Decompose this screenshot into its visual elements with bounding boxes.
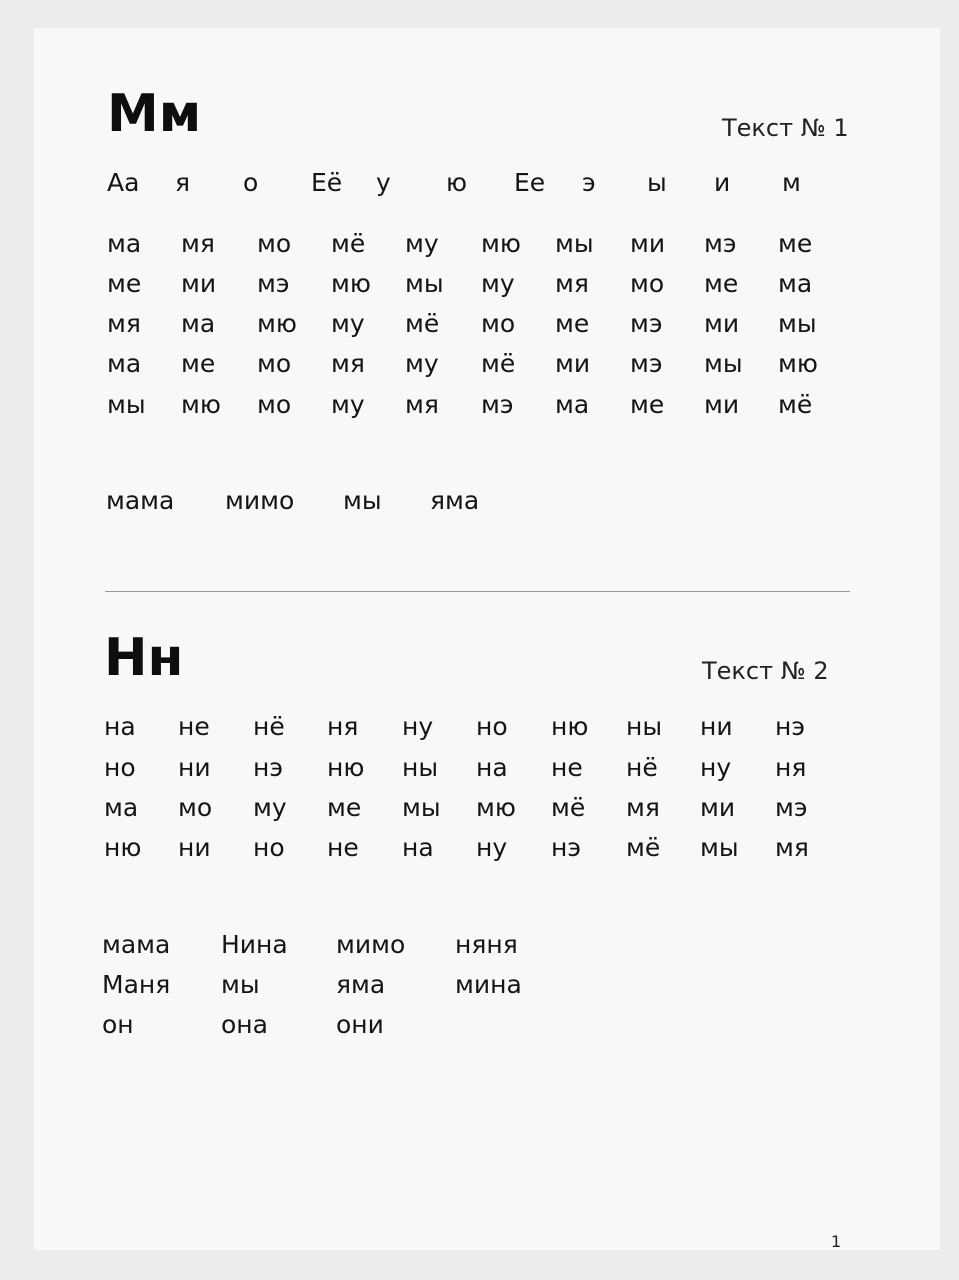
syllable-cell: мы — [555, 229, 594, 258]
syllable-cell: ны — [402, 753, 439, 782]
syllable-cell: не — [327, 833, 359, 862]
syllable-cell: мы — [405, 269, 444, 298]
syllable-cell: мё — [405, 309, 440, 338]
syllable-cell: ми — [630, 229, 666, 258]
word-cell: Нина — [221, 930, 288, 959]
syllable-cell: нэ — [775, 712, 806, 741]
syllable-cell: мя — [405, 390, 439, 419]
section1-letter-heading: Мм — [107, 84, 202, 144]
section-divider — [105, 591, 850, 592]
syllable-cell: мя — [555, 269, 589, 298]
word-cell: мимо — [336, 930, 406, 959]
syllable-cell: ню — [104, 833, 142, 862]
vowel-cell: ы — [647, 168, 667, 197]
syllable-cell: му — [331, 390, 365, 419]
syllable-cell: му — [481, 269, 515, 298]
syllable-cell: мё — [551, 793, 586, 822]
syllable-cell: мэ — [257, 269, 290, 298]
syllable-cell: мы — [107, 390, 146, 419]
word-cell: мимо — [225, 486, 295, 515]
page-number: 1 — [831, 1232, 842, 1251]
syllable-cell: ну — [476, 833, 508, 862]
syllable-cell: ма — [555, 390, 590, 419]
word-cell: он — [102, 1010, 134, 1039]
syllable-cell: на — [104, 712, 136, 741]
word-cell: яма — [430, 486, 480, 515]
syllable-cell: мя — [107, 309, 141, 338]
word-cell: мама — [102, 930, 171, 959]
syllable-cell: нэ — [551, 833, 582, 862]
syllable-cell: ме — [630, 390, 665, 419]
vowel-cell: у — [376, 168, 391, 197]
word-cell: мина — [455, 970, 522, 999]
section2-text-label: Текст № 2 — [702, 657, 829, 685]
syllable-cell: ны — [626, 712, 663, 741]
syllable-cell: мэ — [704, 229, 737, 258]
syllable-cell: мю — [181, 390, 221, 419]
vowel-cell: э — [582, 168, 596, 197]
syllable-cell: ме — [181, 349, 216, 378]
syllable-cell: мы — [700, 833, 739, 862]
word-cell: мама — [106, 486, 175, 515]
syllable-cell: мы — [778, 309, 817, 338]
syllable-cell: ну — [700, 753, 732, 782]
syllable-cell: ни — [178, 753, 211, 782]
vowel-cell: о — [243, 168, 259, 197]
syllable-cell: мя — [331, 349, 365, 378]
syllable-cell: му — [253, 793, 287, 822]
vowel-cell: ю — [446, 168, 468, 197]
syllable-cell: ми — [704, 390, 740, 419]
syllable-cell: ма — [104, 793, 139, 822]
word-cell: Маня — [102, 970, 171, 999]
syllable-cell: на — [402, 833, 434, 862]
word-cell: мы — [343, 486, 382, 515]
syllable-cell: мю — [257, 309, 297, 338]
syllable-cell: ня — [327, 712, 359, 741]
syllable-cell: ме — [107, 269, 142, 298]
syllable-cell: ня — [775, 753, 807, 782]
syllable-cell: мо — [257, 390, 292, 419]
syllable-cell: мы — [704, 349, 743, 378]
syllable-cell: но — [253, 833, 285, 862]
vowel-cell: Ее — [514, 168, 546, 197]
syllable-cell: мё — [626, 833, 661, 862]
syllable-cell: мё — [778, 390, 813, 419]
vowel-cell: Аа — [107, 168, 140, 197]
syllable-cell: мё — [331, 229, 366, 258]
syllable-cell: ми — [181, 269, 217, 298]
syllable-cell: ни — [178, 833, 211, 862]
syllable-cell: ма — [107, 349, 142, 378]
syllable-cell: му — [331, 309, 365, 338]
syllable-cell: не — [551, 753, 583, 782]
word-cell: мы — [221, 970, 260, 999]
syllable-cell: мю — [476, 793, 516, 822]
syllable-cell: мо — [257, 229, 292, 258]
syllable-cell: мё — [481, 349, 516, 378]
vowel-cell: м — [782, 168, 801, 197]
syllable-cell: ни — [700, 712, 733, 741]
syllable-cell: но — [104, 753, 136, 782]
vowel-cell: и — [714, 168, 731, 197]
syllable-cell: мю — [778, 349, 818, 378]
syllable-cell: му — [405, 229, 439, 258]
syllable-cell: но — [476, 712, 508, 741]
word-cell: яма — [336, 970, 386, 999]
syllable-cell: мя — [775, 833, 809, 862]
syllable-cell: мю — [481, 229, 521, 258]
syllable-cell: мо — [630, 269, 665, 298]
syllable-cell: ну — [402, 712, 434, 741]
syllable-cell: ма — [778, 269, 813, 298]
syllable-cell: ма — [181, 309, 216, 338]
syllable-cell: мэ — [630, 349, 663, 378]
syllable-cell: ми — [555, 349, 591, 378]
syllable-cell: ми — [704, 309, 740, 338]
syllable-cell: ми — [700, 793, 736, 822]
section1-text-label: Текст № 1 — [722, 114, 849, 142]
word-cell: они — [336, 1010, 384, 1039]
syllable-cell: ме — [327, 793, 362, 822]
syllable-cell: на — [476, 753, 508, 782]
syllable-cell: мо — [481, 309, 516, 338]
syllable-cell: мы — [402, 793, 441, 822]
syllable-cell: ню — [551, 712, 589, 741]
syllable-cell: ма — [107, 229, 142, 258]
syllable-cell: ню — [327, 753, 365, 782]
syllable-cell: нё — [626, 753, 658, 782]
syllable-cell: мо — [257, 349, 292, 378]
syllable-cell: му — [405, 349, 439, 378]
syllable-cell: мэ — [775, 793, 808, 822]
syllable-cell: ме — [555, 309, 590, 338]
syllable-cell: мэ — [481, 390, 514, 419]
section2-letter-heading: Нн — [104, 628, 184, 688]
vowel-cell: я — [175, 168, 191, 197]
syllable-cell: ме — [778, 229, 813, 258]
syllable-cell: мя — [626, 793, 660, 822]
syllable-cell: нэ — [253, 753, 284, 782]
vowel-cell: Её — [311, 168, 343, 197]
syllable-cell: мо — [178, 793, 213, 822]
syllable-cell: мя — [181, 229, 215, 258]
syllable-cell: не — [178, 712, 210, 741]
syllable-cell: мэ — [630, 309, 663, 338]
word-cell: няня — [455, 930, 518, 959]
syllable-cell: мю — [331, 269, 371, 298]
word-cell: она — [221, 1010, 268, 1039]
syllable-cell: нё — [253, 712, 285, 741]
syllable-cell: ме — [704, 269, 739, 298]
